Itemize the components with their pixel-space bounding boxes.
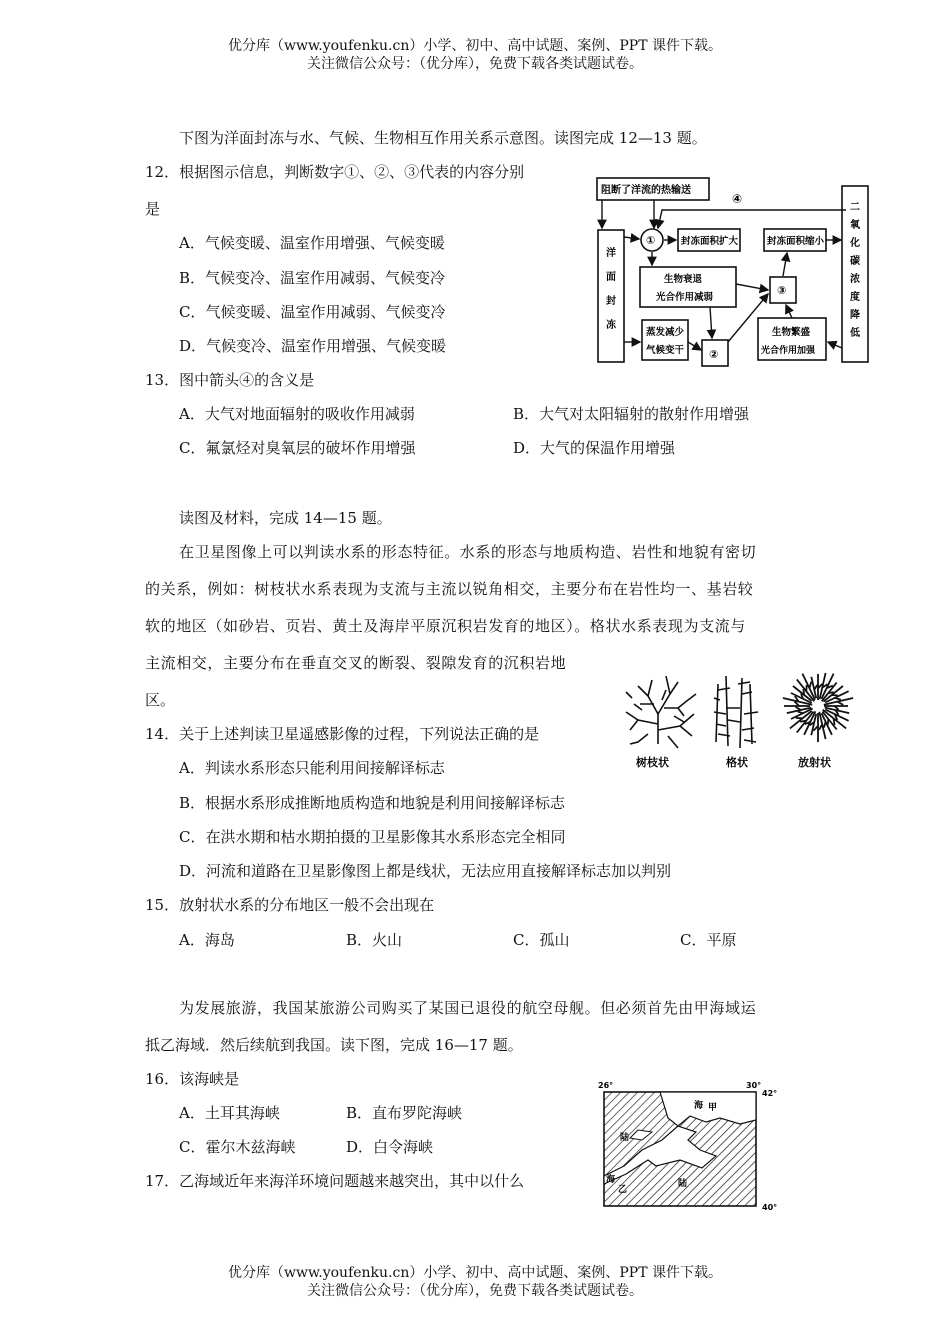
strait-map [590,1080,790,1214]
map-label-yi: 乙 [618,1185,628,1195]
q17-stem: 17．乙海域近年来海洋环境问题越来越突出，其中以什么 [145,1172,525,1190]
flow-shrink-box: 封冻面积缩小 [767,236,825,247]
footer-line1: 优分库（www.youfenku.cn）小学、初中、高中试题、案例、PPT 课件下载。 [227,1265,722,1281]
flow-decline-line2: 光合作用减弱 [656,292,714,303]
flow-prosper-line2: 光合作用加强 [761,346,816,356]
q13-option-d: D．大气的保温作用增强 [513,439,676,457]
header-line2: 关注微信公众号：（优分库），免费下载各类试题试卷。 [307,56,643,72]
map-lat-40: 40° [762,1203,778,1212]
flow-left-box: 洋面封冻 [606,248,616,331]
flow-prosper-line1: 生物繁盛 [772,327,811,338]
q15-option-b: B．火山 [346,931,403,949]
map-label-jia: 甲 [708,1103,718,1113]
q16-option-b: B．直布罗陀海峡 [346,1104,463,1122]
material-line3: 软的地区（如砂岩、页岩、黄土及海岸平原沉积岩发育的地区）。格状水系表现为支流与 [145,617,746,635]
map-sea-south: 海 [606,1175,616,1185]
flow-decline-line1: 生物衰退 [664,274,703,285]
q12-stem-cont: 是 [145,200,161,218]
flow-evap-line1: 蒸发减少 [646,327,685,338]
flow-right-box: 二氧化碳浓度降低 [850,202,860,339]
label-trellis: 格状 [726,756,748,769]
q14-option-a: A．判读水系形态只能利用间接解译标志 [179,759,445,777]
q13-option-a: A．大气对地面辐射的吸收作用减弱 [179,405,415,423]
footer-line2: 关注微信公众号：（优分库），免费下载各类试题试卷。 [307,1283,643,1299]
q13-option-c: C．氟氯烃对臭氧层的破坏作用增强 [179,439,416,457]
intro-14-15: 读图及材料，完成 14—15 题。 [179,509,392,527]
flow-top-box: 阻断了洋流的热输送 [601,185,691,196]
flow-node-3: ③ [777,284,787,297]
map-land-south: 陆 [678,1179,688,1189]
intro-12-13: 下图为洋面封冻与水、气候、生物相互作用关系示意图。读图完成 12—13 题。 [179,129,707,147]
flow-node-1: ① [646,234,656,247]
q15-option-a: A．海岛 [179,931,235,949]
q15-option-d: C．平原 [680,931,737,949]
flow-expand-box: 封冻面积扩大 [681,236,739,247]
q14-option-b: B．根据水系形成推断地质构造和地貌是利用间接解译标志 [179,794,566,812]
material-line4: 主流相交，主要分布在垂直交叉的断裂、裂隙发育的沉积岩地 [145,654,567,672]
q13-stem: 13．图中箭头④的含义是 [145,371,315,389]
q14-stem: 14．关于上述判读卫星遥感影像的过程，下列说法正确的是 [145,725,540,743]
map-sea-north: 海 [694,1101,704,1111]
q14-option-c: C．在洪水期和枯水期拍摄的卫星影像其水系形态完全相同 [179,828,566,846]
material-line2: 的关系，例如：树枝状水系表现为支流与主流以锐角相交，主要分布在岩性均一、基岩较 [145,580,754,598]
q12-stem: 12．根据图示信息，判断数字①、②、③代表的内容分别 [145,163,525,181]
intro-16-17-line1: 为发展旅游，我国某旅游公司购买了某国已退役的航空母舰。但必须首先由甲海域运 [179,999,757,1017]
q12-option-b: B．气候变冷、温室作用减弱、气候变冷 [179,269,446,287]
trellis-pattern [714,676,758,748]
material-line1: 在卫星图像上可以判读水系的形态特征。水系的形态与地质构造、岩性和地貌有密切 [179,543,757,561]
q13-option-b: B．大气对太阳辐射的散射作用增强 [513,405,750,423]
flow-node-2: ② [709,348,719,361]
q15-option-c: C．孤山 [513,931,570,949]
map-lon-30: 30° [746,1081,762,1090]
q16-option-c: C．霍尔木兹海峡 [179,1138,296,1156]
intro-16-17-line2: 抵乙海域．然后续航到我国。读下图，完成 16—17 题。 [145,1036,523,1054]
sea-freeze-flow-diagram [592,172,874,368]
flow-evap-line2: 气候变干 [646,345,685,356]
drainage-patterns-figure [618,664,858,772]
header-line1: 优分库（www.youfenku.cn）小学、初中、高中试题、案例、PPT 课件下载。 [227,38,722,54]
dendritic-pattern [626,676,696,748]
q16-stem: 16．该海峡是 [145,1070,240,1088]
map-lon-26: 26° [598,1081,614,1090]
material-line5: 区。 [145,691,176,709]
flow-arrow-4: ④ [732,192,743,206]
q12-option-a: A．气候变暖、温室作用增强、气候变暖 [179,234,445,252]
label-dendritic: 树枝状 [636,756,669,769]
q15-stem: 15．放射状水系的分布地区一般不会出现在 [145,896,435,914]
q16-option-a: A．土耳其海峡 [179,1104,280,1122]
radial-pattern [783,673,853,742]
map-lat-42: 42° [762,1089,778,1098]
q12-option-c: C．气候变暖、温室作用减弱、气候变冷 [179,303,446,321]
q14-option-d: D．河流和道路在卫星影像图上都是线状，无法应用直接解译标志加以判别 [179,862,672,880]
q12-option-d: D．气候变冷、温室作用增强、气候变暖 [179,337,447,355]
label-radial: 放射状 [798,756,831,769]
map-land-north: 陆 [620,1133,630,1143]
q16-option-d: D．白令海峡 [346,1138,434,1156]
